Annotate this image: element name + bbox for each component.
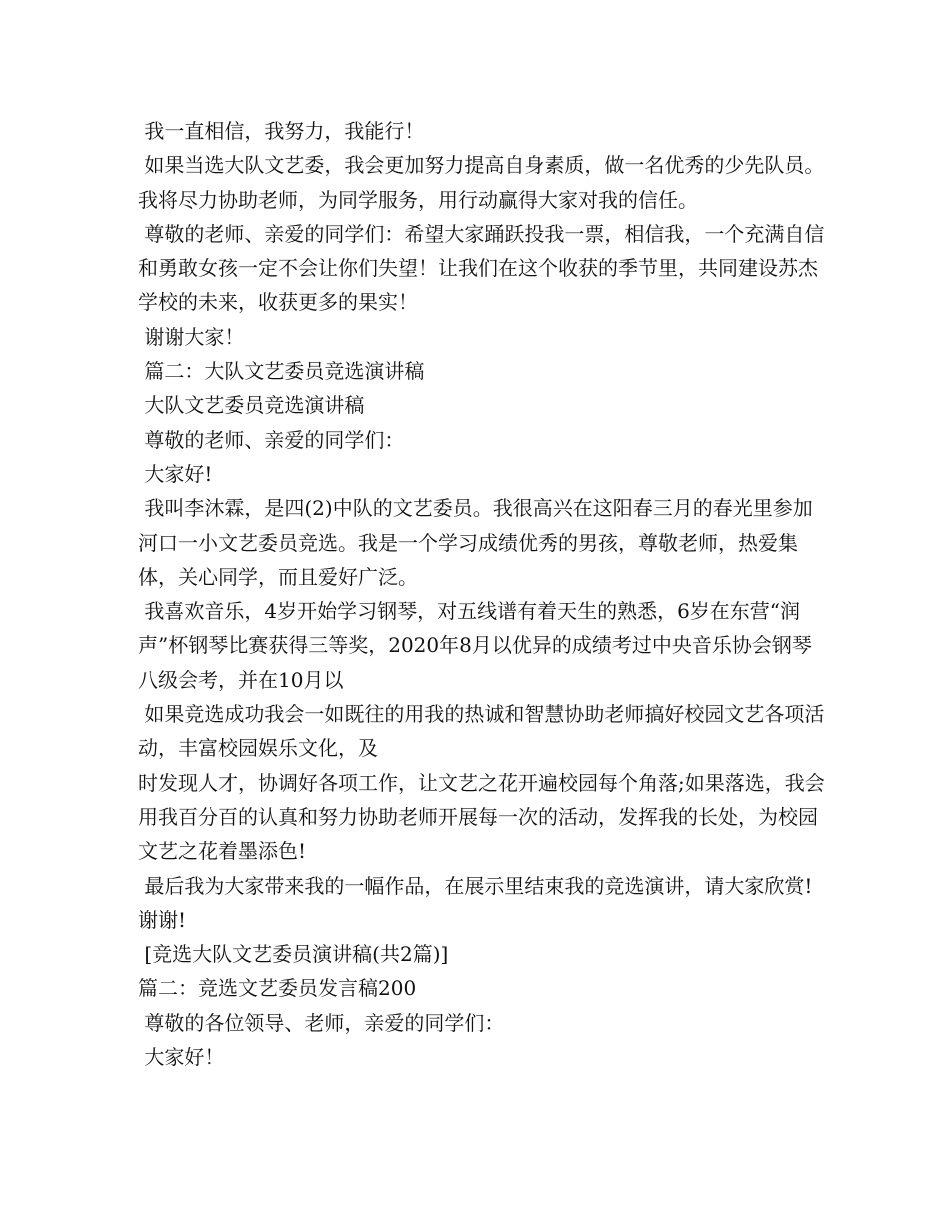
paragraph: 我一直相信，我努力，我能行！ (138, 119, 425, 143)
paragraph: 大家好! (138, 461, 213, 486)
paragraph: 大队文艺委员竞选演讲稿 (138, 393, 365, 418)
paragraph: 如果当选大队文艺委，我会更加努力提高自身素质，做一名优秀的少先队员。我将尽力协助老师，为同学服务，用行动赢得大家对我的信任。 (138, 153, 825, 212)
paragraph: 我喜欢音乐，4岁开始学习钢琴，对五线谱有着天生的熟悉，6岁在东营“润声”杯钢琴比赛获得三等奖，2020年8月以优异的成绩考过中央音乐协会钢琴八级会考，并在10月以 (138, 599, 812, 692)
paragraph: 如果竞选成功我会一如既往的用我的热诚和智慧协助老师搞好校园文艺各项活动，丰富校园娱乐文化，及 (138, 702, 825, 761)
paragraph: 尊敬的老师、亲爱的同学们：希望大家踊跃投我一票，相信我，一个充满自信和勇敢女孩一定不会让你们失望！让我们在这个收获的季节里，共同建设苏杰学校的未来，收获更多的果实！ (138, 221, 825, 315)
paragraph: 大家好！ (138, 1045, 225, 1070)
paragraph: 尊敬的老师、亲爱的同学们： (138, 427, 405, 452)
document-body (138, 114, 828, 1074)
paragraph: 篇二：大队文艺委员竞选演讲稿 (138, 359, 425, 384)
paragraph: [竞选大队文艺委员演讲稿(共2篇)] (138, 942, 449, 967)
paragraph: 尊敬的各位领导、老师，亲爱的同学们： (138, 1010, 505, 1035)
paragraph: 我叫李沐霖，是四(2)中队的文艺委员。我很高兴在这阳春三月的春光里参加河口一小文艺委员竞选。我是一个学习成绩优秀的男孩，尊敬老师，热爱集体，关心同学，而且爱好广泛。 (138, 496, 813, 589)
paragraph: 篇二：竞选文艺委员发言稿200 (138, 976, 417, 1001)
paragraph: 时发现人才，协调好各项工作，让文艺之花开遍校园每个角落;如果落选，我会用我百分百的认真和努力协助老师开展每一次的活动，发挥我的长处，为校园文艺之花着墨添色! (138, 770, 825, 864)
paragraph: 谢谢大家！ (138, 324, 245, 349)
paragraph: 最后我为大家带来我的一幅作品，在展示里结束我的竞选演讲，请大家欣赏!谢谢! (138, 873, 813, 932)
